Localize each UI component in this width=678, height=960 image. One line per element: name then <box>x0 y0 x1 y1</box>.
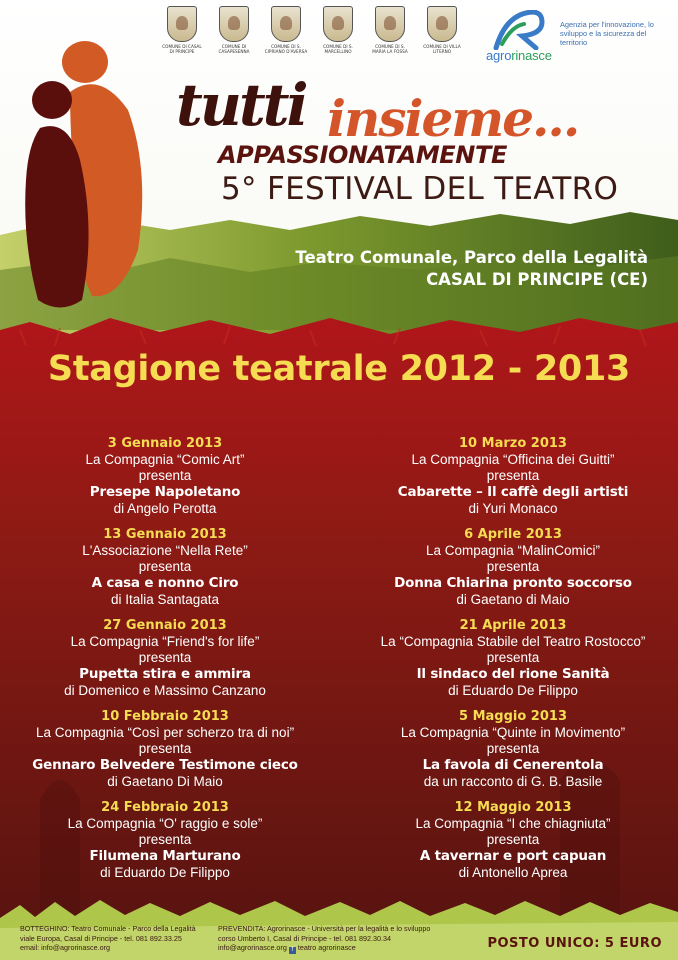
event-company: L'Associazione “Nella Rete” <box>82 543 248 558</box>
event-item <box>348 709 678 800</box>
presale-address: corso Umberto I, Casal di Principe - tel. 081 892.30.34 <box>218 933 391 943</box>
title-insieme: insieme... <box>327 89 579 148</box>
ticket-price: POSTO UNICO: 5 EURO <box>487 936 662 951</box>
event-author: da un racconto di G. B. Basile <box>423 774 603 789</box>
crest-s-marcellino <box>316 6 360 54</box>
crest-villa-literno <box>420 6 464 54</box>
event-item <box>348 800 678 891</box>
crest-s-maria-la-fossa <box>368 6 412 54</box>
event-company: La “Compagnia Stabile del Teatro Rostocco” <box>380 634 646 649</box>
agrorinasce-mark-icon <box>492 10 546 50</box>
event-item <box>348 618 678 709</box>
event-date: 12 Maggio 2013 <box>454 800 572 815</box>
event-company: La Compagnia “Quinte in Movimento” <box>400 725 626 740</box>
event-author: di Gaetano Di Maio <box>107 774 223 789</box>
event-show: Donna Chiarina pronto soccorso <box>394 575 632 591</box>
event-company: La Compagnia “Comic Art” <box>85 452 245 467</box>
event-author: di Domenico e Massimo Canzano <box>64 683 266 698</box>
facebook-page: teatro agrorinasce <box>297 943 356 953</box>
facebook-icon: f <box>289 947 296 954</box>
box-office-address: viale Europa, Casal di Principe - tel. 081 892.33.25 <box>20 933 182 943</box>
event-show: Filumena Marturano <box>89 848 241 864</box>
event-show: Pupetta stira e ammira <box>79 666 251 682</box>
presale-email: info@agrorinasce.org <box>218 943 287 953</box>
program-column-right <box>348 436 678 891</box>
event-author: di Angelo Perotta <box>113 501 217 516</box>
event-show: La favola di Cenerentola <box>422 757 604 773</box>
municipality-logos <box>160 6 464 54</box>
agrorinasce-name <box>486 48 552 63</box>
event-show: A casa e nonno Ciro <box>91 575 239 591</box>
event-author: di Eduardo De Filippo <box>100 865 230 880</box>
presale-contacts <box>218 943 430 954</box>
event-company: La Compagnia “Officina dei Guitti” <box>411 452 615 467</box>
event-date: 10 Marzo 2013 <box>459 436 567 451</box>
event-date: 13 Gennaio 2013 <box>103 527 227 542</box>
event-date: 6 Aprile 2013 <box>464 527 562 542</box>
box-office-email: email: info@agrorinasce.org <box>20 943 110 953</box>
event-show: Il sindaco del rione Sanità <box>416 666 610 682</box>
logo-caption: COMUNE DI VILLA LITERNO <box>423 44 461 54</box>
agrorinasce-logo <box>480 10 670 66</box>
event-presenta: presenta <box>486 650 540 665</box>
presale-label: PREVENDITA: Agrorinasce - Università per la legalità e lo sviluppo <box>218 924 431 933</box>
event-show: Presepe Napoletano <box>89 484 241 500</box>
event-date: 21 Aprile 2013 <box>459 618 567 633</box>
event-author: di Italia Santagata <box>110 592 220 607</box>
crest-icon <box>427 6 457 42</box>
event-presenta: presenta <box>138 741 192 756</box>
event-presenta: presenta <box>138 559 192 574</box>
event-presenta: presenta <box>486 559 540 574</box>
event-company: La Compagnia “O' raggio e sole” <box>67 816 263 831</box>
event-presenta: presenta <box>486 741 540 756</box>
event-presenta: presenta <box>486 468 540 483</box>
festival-title: 5° FESTIVAL DEL TEATRO <box>221 171 619 207</box>
event-company: La Compagnia “Friend's for life” <box>70 634 260 649</box>
agency-tagline: Agenzia per l'innovazione, lo sviluppo e la sicurezza del territorio <box>560 20 654 47</box>
event-show: Cabarette – Il caffè degli artisti <box>397 484 629 500</box>
presale-info <box>218 924 430 954</box>
agency-name-part1: agro <box>486 48 512 63</box>
event-item <box>348 527 678 618</box>
event-date: 10 Febbraio 2013 <box>101 709 229 724</box>
event-presenta: presenta <box>138 832 192 847</box>
crest-icon <box>219 6 249 42</box>
event-item <box>0 709 330 800</box>
logo-caption: COMUNE DI S. MARCELLINO <box>323 44 353 54</box>
event-presenta: presenta <box>486 832 540 847</box>
season-heading: Stagione teatrale 2012 - 2013 <box>47 349 631 389</box>
event-presenta: presenta <box>138 650 192 665</box>
event-author: di Yuri Monaco <box>468 501 558 516</box>
event-item <box>348 436 678 527</box>
title-subtitle: APPASSIONATAMENTE <box>218 141 507 169</box>
event-presenta: presenta <box>138 468 192 483</box>
logo-caption: COMUNE DI CASAL DI PRINCIPE <box>162 44 202 54</box>
event-company: La Compagnia “I che chiagniuta” <box>415 816 611 831</box>
crest-icon <box>271 6 301 42</box>
event-date: 27 Gennaio 2013 <box>103 618 227 633</box>
crest-icon <box>375 6 405 42</box>
crest-casapesenna <box>212 6 256 54</box>
event-company: La Compagnia “MalinComici” <box>425 543 601 558</box>
agency-name-part2: rinasce <box>511 48 552 63</box>
event-item <box>0 527 330 618</box>
event-company: La Compagnia “Così per scherzo tra di noi” <box>35 725 295 740</box>
box-office-label: BOTTEGHINO: Teatro Comunale - Parco della Legalità <box>20 924 196 933</box>
crest-icon <box>323 6 353 42</box>
program-column-left <box>0 436 330 891</box>
logo-caption: COMUNE DI S. MARIA LA FOSSA <box>372 44 408 54</box>
event-date: 3 Gennaio 2013 <box>107 436 223 451</box>
event-show: A tavernar e port capuan <box>419 848 607 864</box>
box-office-info <box>20 924 196 953</box>
event-show: Gennaro Belvedere Testimone cieco <box>32 757 298 773</box>
crest-icon <box>167 6 197 42</box>
venue-city: CASAL DI PRINCIPE (CE) <box>426 270 648 289</box>
venue-name: Teatro Comunale, Parco della Legalità <box>295 248 648 267</box>
event-item <box>0 618 330 709</box>
event-item <box>0 436 330 527</box>
logo-caption: COMUNE DI S. CIPRIANO D'AVERSA <box>264 44 308 54</box>
event-date: 24 Febbraio 2013 <box>101 800 229 815</box>
crest-s-cipriano <box>264 6 308 54</box>
event-item <box>0 800 330 891</box>
logo-caption: COMUNE DI CASAPESENNA <box>218 44 250 54</box>
event-author: di Antonello Aprea <box>458 865 568 880</box>
crest-casal-di-principe <box>160 6 204 54</box>
event-author: di Eduardo De Filippo <box>448 683 578 698</box>
event-author: di Gaetano di Maio <box>456 592 570 607</box>
title-tutti: tutti <box>176 71 306 139</box>
event-date: 5 Maggio 2013 <box>459 709 567 724</box>
